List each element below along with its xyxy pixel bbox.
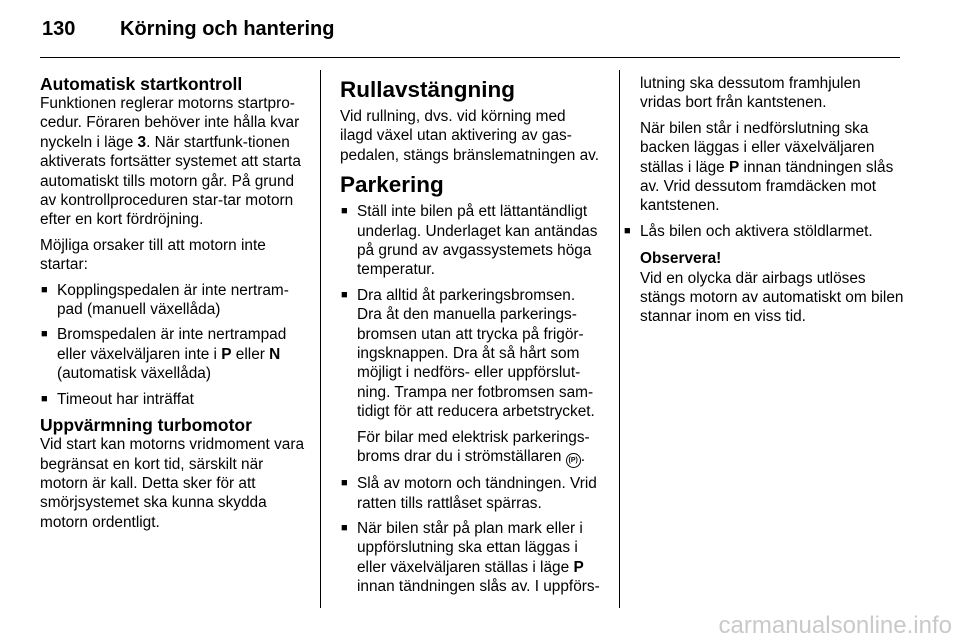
parking-list — [340, 202, 602, 596]
list-item: ■ Kopplingspedalen är inte nertram-pad (manuell växellåda) — [40, 281, 310, 320]
list-item: ■ Timeout har inträffat — [40, 390, 310, 409]
note-box — [623, 249, 905, 327]
list-item: ■ Ställ inte bilen på ett lättantändligt underlag. Underlaget kan antändas på grund av avgassystemets höga temperatur. — [340, 202, 602, 280]
watermark: carmanualsonline.info — [718, 612, 952, 639]
key-position-3: 3 — [137, 133, 147, 151]
column-divider-1 — [320, 70, 321, 608]
list-item: ■ Dra alltid åt parkeringsbromsen. Dra åt den manuella parkerings-bromsen utan att trycka på frigör-ingsknappen. Dra åt så hårt som möjligt i nedförs- eller uppförslut-ning. Trampa ner fotbromsen sam-tidigt för att reducera arbetstrycket. För bilar med elektrisk parkerings-broms drar du i strömställaren (P) . — [340, 286, 602, 468]
warmup-paragraph: Vid start kan motorns vridmoment vara begränsat en kort tid, särskilt när motorn är kall. Detta sker för att smörjsystemet ska kunna skydda motorn ordentligt. — [40, 436, 305, 531]
parking-list-continued — [623, 222, 905, 241]
list-item: ■ Bromspedalen är inte nertrampad eller växelväljaren inte i P eller N (automatisk växellåda) — [40, 325, 310, 383]
header-rule — [40, 57, 900, 58]
list-item: ■ Lås bilen och aktivera stöldlarmet. — [623, 222, 905, 241]
page-number: 130 — [42, 18, 76, 40]
parking-continued-2: När bilen står i nedförslutning ska backen läggas i eller växelväljaren ställas i läge P innan tändningen slås av. Vrid dessutom framdäcken mot kantstenen. — [640, 119, 894, 215]
reasons-list — [40, 281, 310, 409]
column-1 — [40, 74, 310, 538]
autostart-paragraph: Funktionen reglerar motorns startpro-cedur. Föraren behöver inte hålla kvar nyckeln i läge 3. När startfunk-tionen aktiverats fortsätter systemet att starta automatiskt tills motorn går. På grund av kontrollproceduren star-tar motorn efter en kort fördröjning. — [40, 95, 301, 229]
note-title: Observera! — [640, 250, 722, 268]
page-title: Körning och hantering — [120, 18, 335, 40]
note-text: Vid en olycka där airbags utlöses stängs motorn av automatiskt om bilen stannar inom en viss tid. — [640, 269, 904, 326]
list-item: ■ Slå av motorn och tändningen. Vrid ratten tills rattlåset spärras. — [340, 474, 602, 513]
column-divider-2 — [619, 70, 620, 608]
heading-parking: Parkering — [340, 172, 444, 198]
column-3 — [623, 74, 905, 333]
heading-autostart: Automatisk startkontroll — [40, 74, 243, 94]
fuel-cutoff-paragraph: Vid rullning, dvs. vid körning med ilagd växel utan aktivering av gas-pedalen, stängs bränslematningen av. — [340, 108, 599, 164]
heading-warmup: Uppvärmning turbomotor — [40, 415, 252, 436]
autostart-reasons-intro: Möjliga orsaker till att motorn inte startar: — [40, 236, 266, 274]
page-header — [42, 18, 334, 41]
column-2 — [340, 76, 602, 603]
parking-continued-1: lutning ska dessutom framhjulen vridas bort från kantstenen. — [640, 75, 861, 112]
heading-fuel-cutoff: Rullavstängning — [340, 77, 516, 102]
list-item: ■ När bilen står på plan mark eller i uppförslutning ska ettan läggas i eller växelväljaren ställas i läge P innan tändningen slås av. I uppförs- — [340, 519, 602, 597]
parking-brake-icon: (P) — [566, 453, 581, 468]
